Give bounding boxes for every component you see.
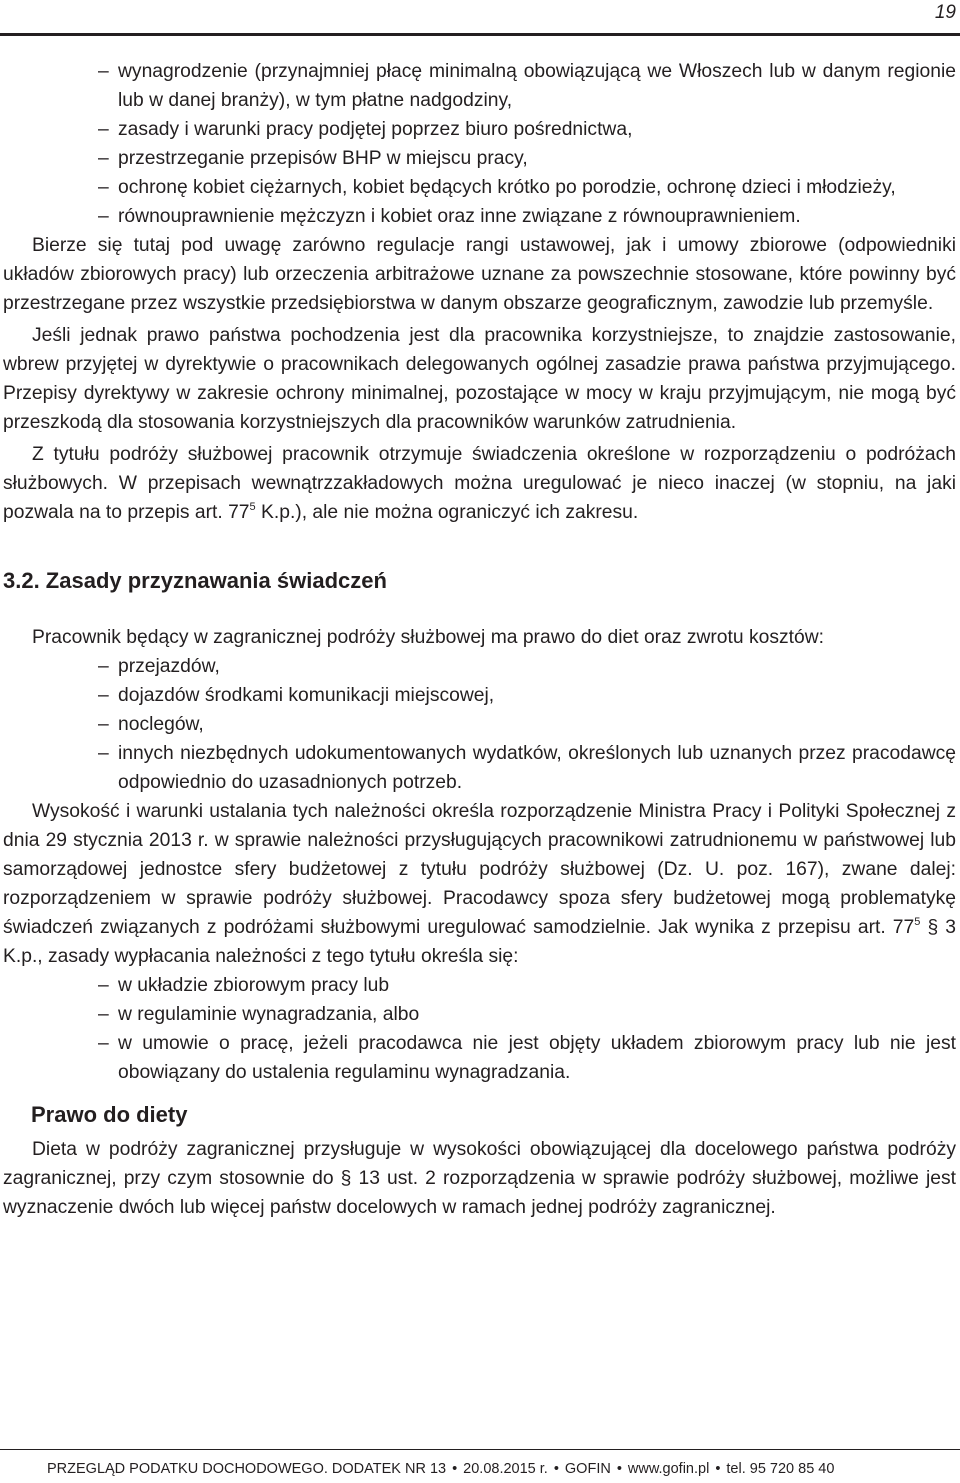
footer-rule xyxy=(0,1449,960,1450)
footer-phone: tel. 95 720 85 40 xyxy=(726,1461,835,1477)
list-item: – w umowie o pracę, jeżeli pracodawca nie jest objęty układem zbiorowym pracy lub nie jest obowiązany do ustalenia regulaminu wynagradzania. xyxy=(118,1029,956,1087)
footer-publication: PRZEGLĄD PODATKU DOCHODOWEGO. DODATEK NR 13 xyxy=(47,1461,447,1477)
list-item: – noclegów, xyxy=(118,710,956,739)
footer-brand: GOFIN xyxy=(564,1461,611,1477)
list-item: – ochronę kobiet ciężarnych, kobiet będących krótko po porodzie, ochronę dzieci i młodzieży, xyxy=(118,173,956,202)
text-run: K.p.), ale nie można ograniczyć ich zakresu. xyxy=(255,502,639,523)
header-rule xyxy=(0,33,960,36)
list-item: – przestrzeganie przepisów BHP w miejscu pracy, xyxy=(118,144,956,173)
costs-list xyxy=(3,652,956,797)
list-item: – w regulaminie wynagradzania, albo xyxy=(118,1000,956,1029)
list-item: – przejazdów, xyxy=(118,652,956,681)
list-item: – w układzie zbiorowym pracy lub xyxy=(118,971,956,1000)
footer xyxy=(47,1459,960,1479)
superscript: 5 xyxy=(914,916,921,928)
subsection-heading: Prawo do diety xyxy=(31,1102,188,1127)
footer-date: 20.08.2015 r. xyxy=(463,1461,548,1477)
text-run: § 3 K.p., zasady wypłacania należności z tego tytułu określa się: xyxy=(3,917,956,967)
regulation-paragraph xyxy=(3,797,956,971)
list-item: – wynagrodzenie (przynajmniej płacę minimalną obowiązującą we Włoszech lub w danym regionie lub w danej branży), w tym płatne nadgodziny, xyxy=(118,57,956,115)
footer-separator: • xyxy=(553,1461,559,1477)
footer-separator: • xyxy=(715,1461,721,1477)
list-item: – dojazdów środkami komunikacji miejscowej, xyxy=(118,681,956,710)
text-run: Wysokość i warunki ustalania tych należności określa rozporządzenie Ministra Pracy i Polityki Społecznej z dnia 29 stycznia 2013 r. w sprawie należności przysługujących pracownikowi zatrudnionemu w państwowej lub samorządowej jednostce sfery budżetowej z tytułu podróży służbowej (Dz. U. poz. 167), zwane dalej: rozporządzeniem w sprawie podróży służbowej. Pracodawcy spoza sfery budżetowej mogą problematykę świadczeń związanych z podróżami służbowymi uregulować samodzielnie. Jak wynika z przepisu art. 77 xyxy=(3,801,956,938)
list-item: – równouprawnienie mężczyzn i kobiet oraz inne związane z równouprawnieniem. xyxy=(118,202,956,231)
payment-list xyxy=(3,971,956,1087)
section-heading: 3.2. Zasady przyznawania świadczeń xyxy=(3,568,387,593)
footer-website: www.gofin.pl xyxy=(627,1461,710,1477)
page-number: 19 xyxy=(934,2,956,23)
footer-separator: • xyxy=(452,1461,458,1477)
list-item: – zasady i warunki pracy podjętej poprzez biuro pośrednictwa, xyxy=(118,115,956,144)
paragraph: Jeśli jednak prawo państwa pochodzenia jest dla pracownika korzystniejsze, to znajdzie zastosowanie, wbrew przyjętej w dyrektywie o pracownikach delegowanych ogólnej zasadzie prawa państwa przyjmującego. Przepisy dyrektywy w zakresie ochrony minimalnej, pozostające w mocy w kraju przyjmującym, nie mogą być przeszkodą dla stosowania korzystniejszych dla pracowników warunków zatrudnienia. xyxy=(3,325,956,433)
page-content xyxy=(3,57,956,1222)
footer-separator: • xyxy=(616,1461,622,1477)
paragraph: Bierze się tutaj pod uwagę zarówno regulacje rangi ustawowej, jak i umowy zbiorowe (odpowiedniki układów zbiorowych pracy) lub orzeczenia arbitrażowe uznane za powszechnie stosowane, które powinny być przestrzegane przez wszystkie przedsiębiorstwa w danym obszarze geograficznym, zawodzie lub przemyśle. xyxy=(3,235,956,314)
text-run: Z tytułu podróży służbowej pracownik otrzymuje świadczenia określone w rozporządzeniu o podróżach służbowych. W przepisach wewnątrzzakładowych można uregulować je nieco inaczej (w stopniu, na jaki pozwala na to przepis art. 77 xyxy=(3,444,956,523)
section-intro: Pracownik będący w zagranicznej podróży służbowej ma prawo do diet oraz zwrotu kosztów: xyxy=(32,627,824,648)
superscript: 5 xyxy=(249,501,256,513)
list-item: – innych niezbędnych udokumentowanych wydatków, określonych lub uznanych przez pracodawcę odpowiednio do uzasadnionych potrzeb. xyxy=(118,739,956,797)
diet-paragraph: Dieta w podróży zagranicznej przysługuje w wysokości obowiązującej dla docelowego państwa podróży zagranicznej, przy czym stosownie do § 13 ust. 2 rozporządzenia w sprawie podróży służbowej, możliwe jest wyznaczenie dwóch lub więcej państw docelowych w ramach jednej podróży zagranicznej. xyxy=(3,1139,956,1218)
intro-list xyxy=(3,57,956,231)
paragraph-travel xyxy=(3,440,956,527)
